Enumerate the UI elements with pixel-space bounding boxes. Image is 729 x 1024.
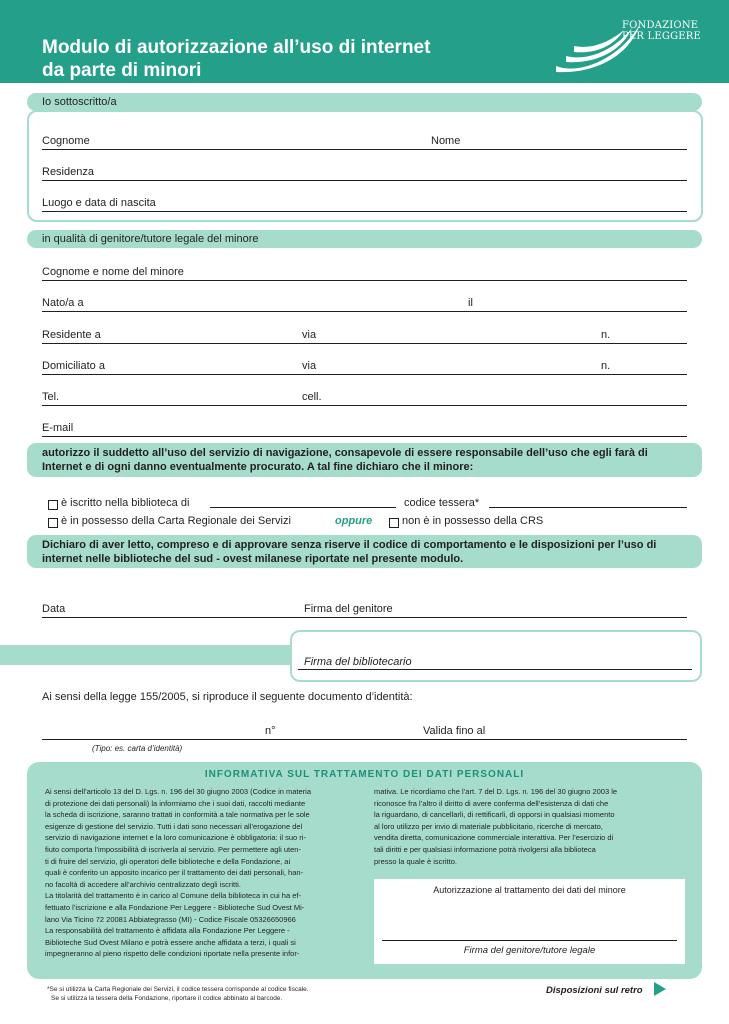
informativa-title: INFORMATIVA SUL TRATTAMENTO DEI DATI PERSONALI	[204, 769, 525, 780]
informativa-right-text	[374, 786, 685, 867]
cognome-label: Cognome	[42, 135, 90, 147]
nato-field[interactable]	[42, 311, 687, 312]
nome-label: Nome	[431, 135, 461, 147]
data-firma-field[interactable]	[42, 617, 687, 618]
crs-label: è in possesso della Carta Regionale dei Servizi	[61, 515, 291, 527]
tipo-documento-hint: (Tipo: es. carta d’identità)	[92, 744, 183, 753]
email-field[interactable]	[42, 436, 687, 437]
numero-label-2: n.	[601, 360, 611, 372]
logo-line-1: FONDAZIONE	[622, 20, 699, 31]
right-line: mativa. Le ricordiamo che l’art. 7 del D. Lgs. n. 196 del 30 giugno 2003 le	[374, 787, 618, 796]
autorizzo-line-1: autorizzo il suddetto all’uso del servizio di navigazione, consapevole di essere responsabile dell’uso che egli farà di	[42, 447, 648, 459]
numero-label-1: n.	[601, 329, 611, 341]
left-line: no facoltà di accedere all’archivio centralizzato degli iscritti.	[45, 879, 241, 889]
informativa-left-text	[45, 786, 353, 960]
residenza-field[interactable]	[42, 180, 687, 181]
left-line: impegneranno al pieno rispetto delle condizioni riportate nella presente infor-	[45, 949, 300, 959]
codice-tessera-field[interactable]	[489, 507, 687, 508]
retro-link[interactable]: Disposizioni sul retro	[546, 985, 643, 996]
left-line: Biblioteche Sud Ovest Milano e potrà essere anche affidata a terzi, i quali si	[45, 937, 296, 947]
left-line: Ai sensi dell’articolo 13 del D. Lgs. n. 196 del 30 giugno 2003 (Codice in materia	[45, 787, 311, 796]
sottoscritto-label: Io sottoscritto/a	[42, 96, 117, 108]
cell-label: cell.	[302, 391, 322, 403]
oppure-label: oppure	[335, 515, 373, 527]
dichiaro-line-1: Dichiaro di aver letto, compreso e di approvare senza riserve il codice di comportamento e le disposizioni per l’uso di	[42, 539, 657, 551]
residenza-label: Residenza	[42, 166, 94, 178]
left-line: lano Via Ticino 72 20081 Abbiategrasso (MI) - Codice Fiscale 05326650966	[45, 914, 296, 924]
data-label: Data	[42, 603, 66, 615]
residente-field[interactable]	[42, 343, 687, 344]
page-title	[42, 36, 430, 82]
no-crs-label: non è in possesso della CRS	[402, 515, 544, 527]
genitore-label: in qualità di genitore/tutore legale del minore	[42, 233, 259, 245]
title-line-2: da parte di minori	[42, 60, 202, 81]
luogo-nascita-label: Luogo e data di nascita	[42, 197, 156, 209]
cognome-minore-label: Cognome e nome del minore	[42, 266, 184, 278]
firma-bibliotecario-label: Firma del bibliotecario	[304, 656, 412, 668]
left-line: La titolarità del trattamento è in carico al Comune della biblioteca in cui ha ef-	[45, 891, 301, 901]
section-bar-sottoscritto	[27, 93, 702, 111]
logo-text	[622, 20, 701, 42]
nato-label: Nato/a a	[42, 297, 84, 309]
logo-line-2: PER LEGGERE	[622, 31, 701, 42]
firma-genitore-label: Firma del genitore	[304, 603, 393, 615]
firma-tutore-label: Firma del genitore/tutore legale	[463, 945, 596, 956]
right-line: presso la quale è iscritto.	[374, 856, 457, 866]
right-line: vendita diretta, comunicazione commerciale interattiva. Per l’esercizio di	[374, 833, 614, 843]
tel-field[interactable]	[42, 405, 687, 406]
numero-documento-label: n°	[265, 725, 276, 737]
footer-notes	[47, 985, 309, 1003]
autorizzo-text	[42, 446, 648, 474]
valida-label: Valida fino al	[423, 725, 486, 737]
domiciliato-field[interactable]	[42, 374, 687, 375]
left-line: fiuto comporta l’impossibilità di iscriverla al servizio. Per permettere agli uten-	[45, 844, 301, 854]
dichiaro-text	[42, 538, 656, 566]
firma-tutore-field[interactable]	[382, 940, 677, 941]
domiciliato-label: Domiciliato a	[42, 360, 105, 372]
legge-text: Ai sensi della legge 155/2005, si riproduce il seguente documento d’identità:	[42, 691, 413, 703]
title-line-1: Modulo di autorizzazione all’uso di internet	[42, 37, 431, 58]
firma-bibliotecario-field[interactable]	[298, 669, 692, 670]
left-line: ti di fruire del servizio, gli operatori delle biblioteche e della Fondazione, ai	[45, 856, 291, 866]
luogo-nascita-field[interactable]	[42, 211, 687, 212]
right-line: al loro utilizzo per invio di materiale pubblicitario, ricerche di mercato,	[374, 821, 603, 831]
via-label-1: via	[302, 329, 317, 341]
email-label: E-mail	[42, 422, 74, 434]
left-line: di protezione dei dati personali) la informiamo che i suoi dati, raccolti mediante	[45, 798, 306, 808]
no-crs-checkbox[interactable]	[389, 518, 399, 528]
footer-note-1: *Se si utilizza la Carta Regionale dei Servizi, il codice tessera corrisponde al codice fiscale.	[47, 986, 309, 993]
iscritto-checkbox[interactable]	[48, 500, 58, 510]
left-line: quali è conferito un apposito incarico per il trattamento dei dati personali, han-	[45, 868, 304, 878]
il-label: il	[468, 297, 473, 309]
left-line: servizio di navigazione internet e la loro comunicazione è obbligatoria: il suo ri-	[45, 833, 306, 843]
right-line: riconosce fra l’altro il diritto di avere conferma dell’esistenza di dati che	[374, 798, 609, 808]
dichiaro-line-2: internet nelle biblioteche del sud - ovest milanese riportate nel presente modulo.	[42, 553, 464, 565]
crs-checkbox[interactable]	[48, 518, 58, 528]
codice-tessera-label: codice tessera*	[404, 497, 480, 509]
right-line: la riguardano, di cancellarli, di rettificarli, di opporsi in qualsiasi momento	[374, 810, 615, 820]
cognome-minore-field[interactable]	[42, 280, 687, 281]
left-line: fettuato l’iscrizione e alla Fondazione Per Leggere - Biblioteche Sud Ovest Mi-	[45, 902, 305, 912]
left-line: esigenze di gestione del servizio. Tutti i dati sono necessari all’erogazione del	[45, 821, 303, 831]
tel-label: Tel.	[42, 391, 60, 403]
left-line: la scheda di iscrizione, saranno trattati in conformità a tale normativa per le sole	[45, 810, 310, 820]
cognome-nome-field[interactable]	[42, 149, 687, 150]
via-label-2: via	[302, 360, 317, 372]
biblioteca-field[interactable]	[210, 507, 396, 508]
arrow-right-icon	[654, 982, 666, 996]
right-line: tali diritti e per qualsiasi informazione potrà rivolgersi alla biblioteca	[374, 844, 596, 854]
autorizzazione-title: Autorizzazione al trattamento dei dati del minore	[433, 885, 626, 895]
left-line: La responsabilità del trattamento è affidata alla Fondazione Per Leggere -	[45, 926, 290, 936]
footer-note-2: Se si utilizza la tessera della Fondazione, riportare il codice abbinato al barcode.	[51, 995, 283, 1002]
bibliotecario-stripe	[0, 645, 292, 665]
iscritto-label: è iscritto nella biblioteca di	[61, 497, 190, 509]
residente-label: Residente a	[42, 329, 101, 341]
autorizzo-line-2: Internet e di ogni danno eventualmente procurato. A tal fine dichiaro che il minore:	[42, 461, 474, 473]
documento-field[interactable]	[42, 739, 687, 740]
